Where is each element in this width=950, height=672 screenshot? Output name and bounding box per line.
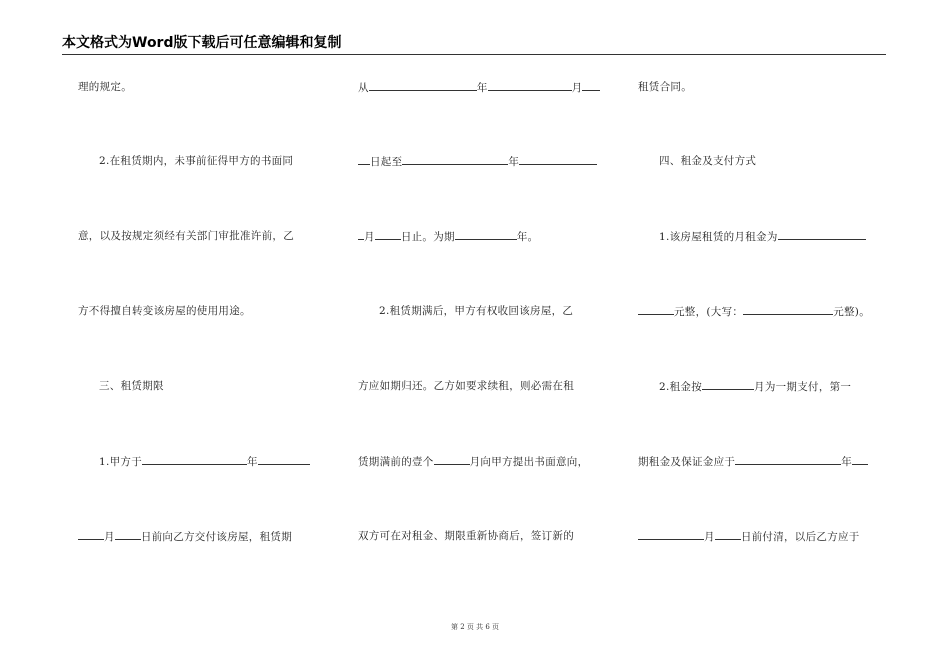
text-segment: 1.甲方于 [99,456,143,468]
fill-in-blank[interactable] [638,304,674,315]
text-line [358,454,588,469]
text-line [78,229,294,243]
text-segment: 月 [571,82,583,94]
fill-in-blank[interactable] [258,454,310,465]
text-segment: 月 [364,231,375,243]
fill-in-blank[interactable] [78,529,104,540]
text-segment: 赁期满前的壹个 [358,456,434,468]
fill-in-blank[interactable] [434,454,470,465]
text-line [638,379,851,394]
fill-in-blank[interactable] [488,80,572,91]
text-segment: 1.该房屋租赁的月租金为 [659,231,778,243]
text-segment: 租赁合同。 [638,81,692,93]
text-segment: 日前付清，以后乙方应于 [740,531,860,543]
fill-in-blank[interactable] [455,229,517,240]
text-segment: 年 [841,456,853,468]
text-line [78,80,132,94]
text-segment: 年 [508,156,520,168]
text-segment: 2.租金按 [659,381,703,393]
text-line [358,529,574,543]
text-line [78,304,251,318]
fill-in-blank[interactable] [115,529,141,540]
text-segment: 月向甲方提出书面意向， [469,456,589,468]
text-segment: 年 [247,456,258,468]
page-number: 第 2 页 共 6 页 [450,623,500,631]
text-segment: 日起至 [370,156,403,168]
text-segment: 年。 [516,231,539,243]
text-segment: 四、租金及支付方式 [659,155,757,167]
fill-in-blank[interactable] [735,454,841,465]
text-segment: 元整)。 [833,306,870,318]
text-line [358,229,538,244]
fill-in-blank[interactable] [358,154,370,165]
section-heading [78,379,164,393]
fill-in-blank[interactable] [369,80,477,91]
page-footer [0,622,950,632]
text-segment: 2.租赁期满后，甲方有权收回该房屋，乙 [379,305,574,317]
text-segment: 方不得擅自转变该房屋的使用用途。 [78,305,251,317]
text-line [78,529,292,544]
text-line [358,80,600,95]
fill-in-blank[interactable] [582,80,600,91]
text-segment: 月 [104,531,115,543]
text-line [358,304,573,318]
text-segment: 方应如期归还。乙方如要求续租，则必需在租 [358,380,574,392]
fill-in-blank[interactable] [402,154,508,165]
text-line [358,154,597,169]
text-segment: 意，以及按规定须经有关部门审批准许前，乙 [78,230,294,242]
text-line [638,304,870,319]
text-segment: 日前向乙方交付该房屋，租赁期 [140,531,293,543]
fill-in-blank[interactable] [702,379,754,390]
header-title: 本文格式为Word版下载后可任意编辑和复制 [62,35,342,51]
text-line [638,80,692,94]
fill-in-blank[interactable] [778,229,866,240]
fill-in-blank[interactable] [638,529,704,540]
text-line [78,454,310,469]
text-line [638,529,860,544]
fill-in-blank[interactable] [519,154,597,165]
text-segment: 期租金及保证金应于 [638,456,736,468]
text-column-1 [78,0,328,672]
text-line [358,379,574,393]
text-line [638,229,866,244]
text-column-2 [358,0,608,672]
text-segment: 年 [476,82,488,94]
text-segment: 双方可在对租金、期限重新协商后，签订新的 [358,530,574,542]
text-segment: 2.在租赁期内，未事前征得甲方的书面同 [99,155,294,167]
fill-in-blank[interactable] [743,304,833,315]
text-segment: 日止。为期 [400,231,455,243]
text-line [78,154,293,168]
text-column-3 [638,0,888,672]
fill-in-blank[interactable] [142,454,247,465]
text-line [638,454,868,469]
fill-in-blank[interactable] [375,229,401,240]
text-segment: 理的规定。 [78,81,132,93]
fill-in-blank[interactable] [852,454,868,465]
text-segment: 元整，(大写： [674,306,744,318]
text-segment: 月 [704,531,715,543]
text-segment: 三、租赁期限 [99,380,164,392]
text-segment: 从 [358,82,369,94]
section-heading [638,154,756,168]
fill-in-blank[interactable] [715,529,741,540]
text-segment: 月为一期支付，第一 [754,381,852,393]
